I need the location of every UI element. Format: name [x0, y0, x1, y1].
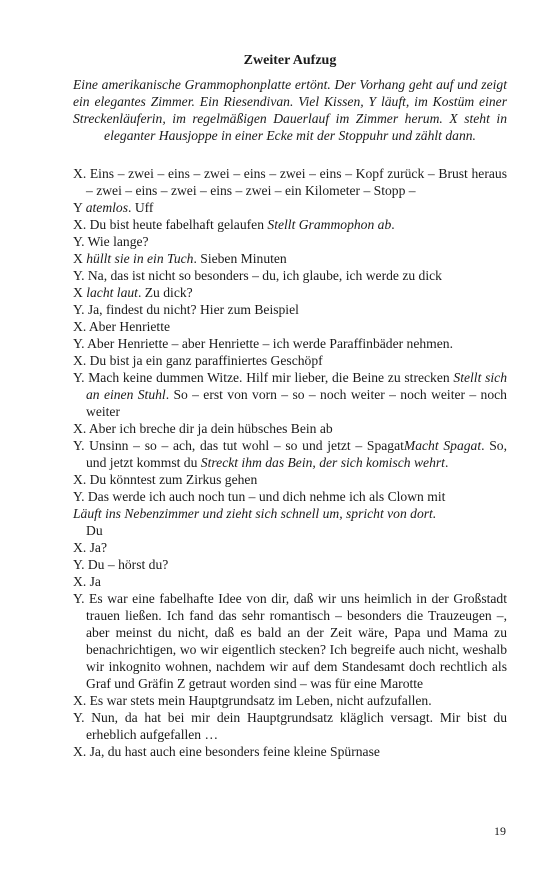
dialogue-line: X. Aber Henriette [73, 319, 171, 334]
page-number: 19 [494, 824, 506, 838]
dialogue-line: X. Du bist ja ein ganz paraffiniertes Geschöpf [73, 353, 323, 368]
stage-direction: Eine amerikanische Grammophonplatte ertönt. Der Vorhang geht auf und zeigt ein elegantes Zimmer. Ein Riesendivan. Viel Kissen, Y läuft, im Kostüm einer Streckenläuferin, im regelmäßigen Dauerlauf im Zimmer herum. X steht in eleganter Hausjoppe in einer Ecke mit der Stoppuhr und zählt dann. [73, 77, 507, 143]
act-heading: Zweiter Aufzug [243, 53, 337, 68]
dialogue-line: X. Ja [73, 574, 101, 589]
dialogue-line: Y. Wie lange? [73, 234, 149, 249]
dialogue-line: Y atemlos. Uff [73, 200, 154, 215]
dialogue-line: Y. Unsinn – so – ach, das tut wohl – so und jetzt – SpagatMacht Spagat. So, und jetzt kommst du Streckt ihm das Bein, der sich komisch wehrt. [73, 438, 507, 470]
dialogue-line: Y. Na, das ist nicht so besonders – du, ich glaube, ich werde zu dick [73, 268, 442, 283]
dialogue-line: X. Aber ich breche dir ja dein hübsches Bein ab [73, 421, 333, 436]
dialogue-line: X. Du bist heute fabelhaft gelaufen Stellt Grammophon ab. [73, 217, 395, 232]
dialogue-block [73, 165, 507, 760]
document-page [73, 52, 507, 852]
dialogue-line: X. Es war stets mein Hauptgrundsatz im Leben, nicht aufzufallen. [73, 693, 432, 708]
dialogue-line: X. Eins – zwei – eins – zwei – eins – zwei – eins – Kopf zurück – Brust heraus – zwei – eins – zwei – eins – zwei – ein Kilometer – Stopp – [73, 166, 507, 198]
dialogue-line: Y. Mach keine dummen Witze. Hilf mir lieber, die Beine zu strecken Stellt sich an einen Stuhl. So – erst von vorn – so – noch weiter – noch weiter – noch weiter [73, 370, 508, 419]
dialogue-line: Y. Das werde ich auch noch tun – und dich nehme ich als Clown mit [73, 489, 446, 504]
dialogue-line: Y. Ja, findest du nicht? Hier zum Beispiel [73, 302, 299, 317]
dialogue-line: Du [86, 523, 103, 538]
dialogue-line: Y. Es war eine fabelhafte Idee von dir, daß wir uns heimlich in der Großstadt trauen ließen. Ich fand das sehr romantisch – besonders die Trauzeugen –, aber meinst du nicht, daß es bald an der Zeit wäre, Papa und Mama zu benachrichtigen, wo wir eigentlich stecken? Ich begreife auch nicht, weshalb wir inkognito wohnen, nachdem wir auf dem Standesamt doch rechtlich als Graf und Gräfin Z getraut worden sind – was für eine Marotte [73, 591, 507, 691]
dialogue-line: Y. Nun, da hat bei mir dein Hauptgrundsatz kläglich versagt. Mir bist du erheblich aufgefallen … [73, 710, 507, 742]
dialogue-line: X lacht laut. Zu dick? [73, 285, 193, 300]
dialogue-line: X hüllt sie in ein Tuch. Sieben Minuten [73, 251, 287, 266]
dialogue-line: Y. Aber Henriette – aber Henriette – ich werde Paraffinbäder nehmen. [73, 336, 453, 351]
stage-direction-inline: Läuft ins Nebenzimmer und zieht sich schnell um, spricht von dort. [73, 506, 437, 521]
dialogue-line: X. Ja? [73, 540, 107, 555]
dialogue-line: X. Du könntest zum Zirkus gehen [73, 472, 258, 487]
dialogue-line: X. Ja, du hast auch eine besonders feine kleine Spürnase [73, 744, 380, 759]
dialogue-line: Y. Du – hörst du? [73, 557, 169, 572]
